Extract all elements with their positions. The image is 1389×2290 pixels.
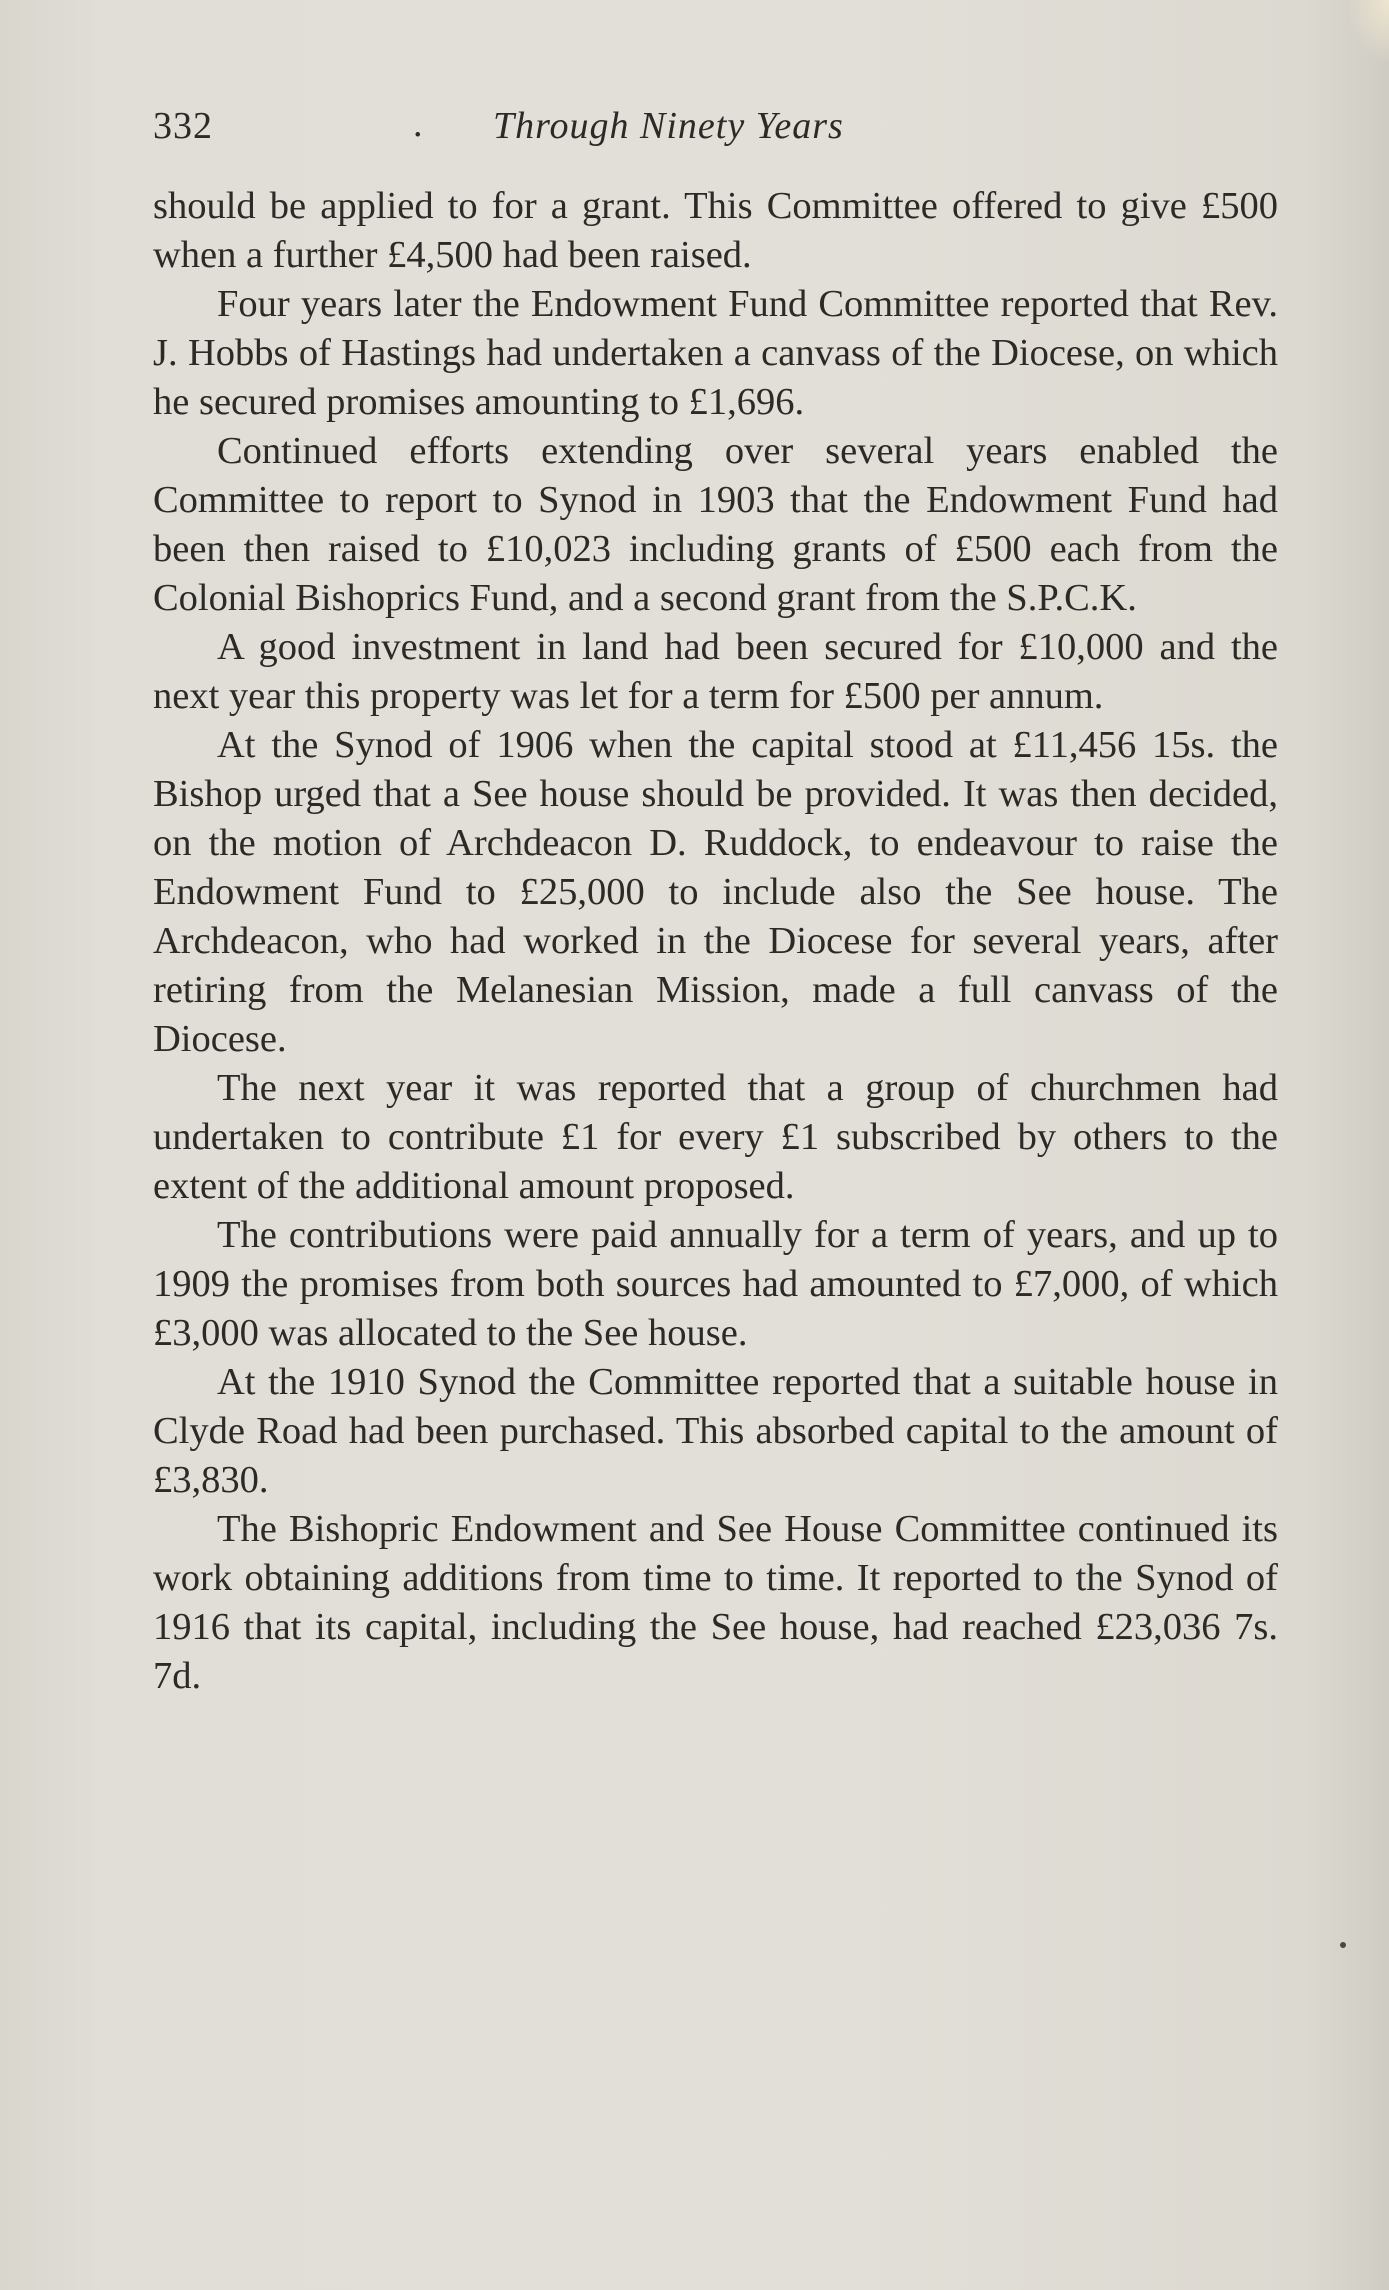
page-edge-stain xyxy=(1349,0,1389,60)
paragraph: Continued efforts extending over several years enabled the Committee to report to Synod in 1903 that the Endowment Fund had been then raised to £10,023 including grants of £500 each from the Colonial Bishoprics Fund, and a second grant from the S.P.C.K. xyxy=(153,430,1278,619)
paragraph: The next year it was reported that a group of churchmen had undertaken to contribute £1 for every £1 subscribed by others to the extent of the additional amount proposed. xyxy=(153,1067,1278,1207)
paragraph: The contributions were paid annually for a term of years, and up to 1909 the promises from both sources had amounted to £7,000, of which £3,000 was allocated to the See house. xyxy=(153,1214,1278,1354)
margin-speck xyxy=(1340,1942,1346,1948)
paragraph: Four years later the Endowment Fund Committee reported that Rev. J. Hobbs of Hastings had undertaken a canvass of the Diocese, on which he secured promises amounting to £1,696. xyxy=(153,283,1278,423)
paragraph: At the 1910 Synod the Committee reported that a suitable house in Clyde Road had been purchased. This absorbed capital to the amount of £3,830. xyxy=(153,1361,1278,1501)
body-text xyxy=(153,182,1278,1701)
paragraph: The Bishopric Endowment and See House Committee continued its work obtaining additions from time to time. It reported to the Synod of 1916 that its capital, including the See house, had reached £23,036 7s. 7d. xyxy=(153,1508,1278,1697)
page-number: 332 xyxy=(153,105,213,147)
paragraph: At the Synod of 1906 when the capital stood at £11,456 15s. the Bishop urged that a See house should be provided. It was then decided, on the motion of Archdeacon D. Ruddock, to endeavour to raise the Endowment Fund to £25,000 to include also the See house. The Archdeacon, who had worked in the Diocese for several years, after retiring from the Melanesian Mission, made a full canvass of the Diocese. xyxy=(153,724,1278,1060)
header-separator: . xyxy=(413,103,423,145)
paragraph: should be applied to for a grant. This Committee offered to give £500 when a further £4,500 had been raised. xyxy=(153,185,1278,276)
running-head xyxy=(153,100,1283,160)
book-title: Through Ninety Years xyxy=(493,105,844,147)
paragraph: A good investment in land had been secured for £10,000 and the next year this property was let for a term for £500 per annum. xyxy=(153,626,1278,717)
